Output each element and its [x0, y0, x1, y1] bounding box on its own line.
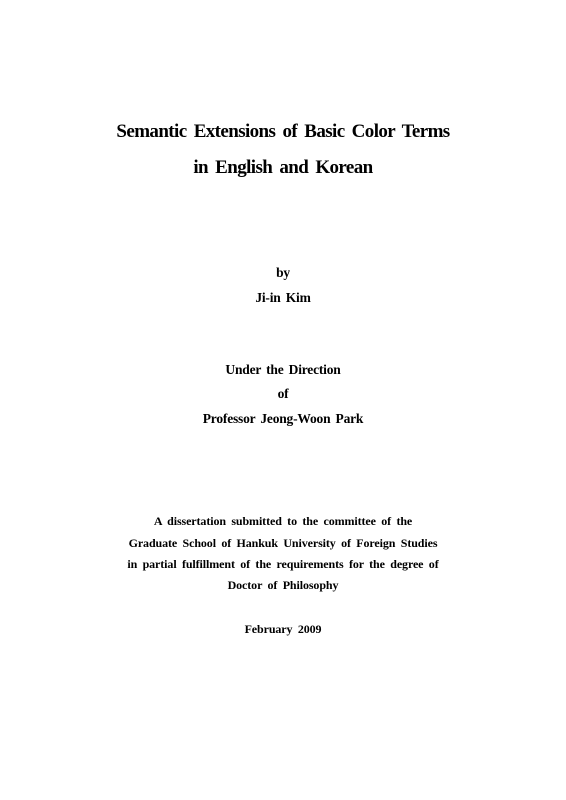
direction-line-2: of [277, 386, 289, 401]
statement-line-1: A dissertation submitted to the committee of the [153, 514, 413, 528]
submission-date: February 2009 [244, 622, 322, 636]
author-name: Ji-in Kim [255, 290, 311, 305]
statement-line-4: Doctor of Philosophy [227, 578, 339, 592]
statement-line-2: Graduate School of Hankuk University of Foreign Studies [128, 536, 438, 550]
by-label: by [276, 265, 290, 280]
statement-line-3: in partial fulfillment of the requirements for the degree of [127, 557, 439, 571]
title-line-1: Semantic Extensions of Basic Color Terms [116, 121, 450, 142]
direction-line-1: Under the Direction [225, 362, 341, 377]
title-line-2: in English and Korean [193, 157, 373, 178]
advisor-name: Professor Jeong-Woon Park [202, 411, 364, 426]
